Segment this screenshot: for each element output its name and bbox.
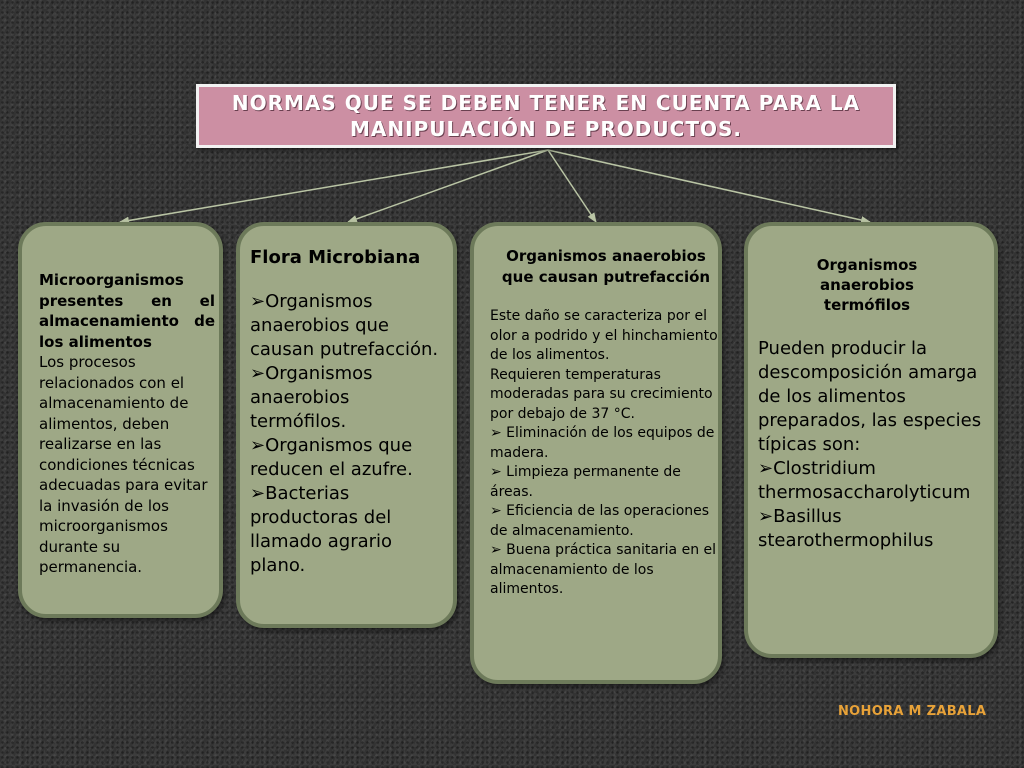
bullet-arrow-icon: ➢ xyxy=(758,506,774,527)
card-1-content xyxy=(39,270,215,578)
author-credit: NOHORA M ZABALA xyxy=(838,704,987,719)
card-anaerobios-putrefaccion xyxy=(470,222,722,684)
card-4-bullet: ➢Clostridium thermosaccharolyticum xyxy=(758,458,971,503)
bullet-arrow-icon: ➢ xyxy=(250,483,266,504)
card-2-bullet: ➢Bacterias productoras del llamado agrario plano. xyxy=(250,483,393,576)
bullet-arrow-icon: ➢ xyxy=(490,464,502,480)
connector-to-card-3 xyxy=(548,150,596,222)
connector-to-card-2 xyxy=(348,150,548,222)
card-2-content xyxy=(250,246,446,578)
card-4-heading: Organismos anaerobios termófilos xyxy=(816,256,918,314)
card-3-bullet: ➢ Eliminación de los equipos de madera. xyxy=(490,425,715,461)
card-flora-microbiana xyxy=(236,222,457,628)
card-4-bullet: ➢Basillus stearothermophilus xyxy=(758,506,934,551)
card-microorganismos xyxy=(18,222,223,618)
card-2-bullet: ➢Organismos que reducen el azufre. xyxy=(250,435,413,480)
title-box xyxy=(196,84,896,148)
card-3-bullet: ➢ Eficiencia de las operaciones de almacenamiento. xyxy=(490,503,710,539)
page-title: NORMAS QUE SE DEBEN TENER EN CUENTA PARA LA MANIPULACIÓN DE PRODUCTOS. xyxy=(231,91,861,141)
bullet-arrow-icon: ➢ xyxy=(490,425,502,441)
card-1-heading: Microorganismos presentes en el almacenamiento de los alimentos xyxy=(39,271,215,351)
card-3-heading: Organismos anaerobios que causan putrefacción xyxy=(501,247,711,286)
connector-to-card-4 xyxy=(548,150,870,222)
card-3-content xyxy=(490,246,722,600)
card-2-heading: Flora Microbiana xyxy=(250,247,421,268)
bullet-arrow-icon: ➢ xyxy=(490,542,502,558)
card-4-content xyxy=(758,255,994,553)
card-4-body: Pueden producir la descomposición amarga de los alimentos preparados, las especies típicas son: xyxy=(758,338,982,455)
bullet-arrow-icon: ➢ xyxy=(758,458,774,479)
card-3-bullet: ➢ Buena práctica sanitaria en el almacenamiento de los alimentos. xyxy=(490,542,717,597)
bullet-arrow-icon: ➢ xyxy=(250,435,266,456)
bullet-arrow-icon: ➢ xyxy=(250,363,266,384)
card-3-bullet: ➢ Limpieza permanente de áreas. xyxy=(490,464,681,500)
card-3-body: Este daño se caracteriza por el olor a podrido y el hinchamiento de los alimentos. xyxy=(490,308,718,363)
card-2-bullet: ➢Organismos anaerobios que causan putrefacción. xyxy=(250,291,439,360)
card-2-bullet: ➢Organismos anaerobios termófilos. xyxy=(250,363,373,432)
bullet-arrow-icon: ➢ xyxy=(250,291,266,312)
card-1-body: Los procesos relacionados con el almacenamiento de alimentos, deben realizarse en las condiciones técnicas adecuadas para evitar la invasión de los microorganismos durante su permanencia. xyxy=(39,353,208,576)
connector-to-card-1 xyxy=(120,150,548,222)
card-anaerobios-termofilos xyxy=(744,222,998,658)
card-3-body-2: Requieren temperaturas moderadas para su crecimiento por debajo de 37 °C. xyxy=(490,366,713,422)
bullet-arrow-icon: ➢ xyxy=(490,503,502,519)
